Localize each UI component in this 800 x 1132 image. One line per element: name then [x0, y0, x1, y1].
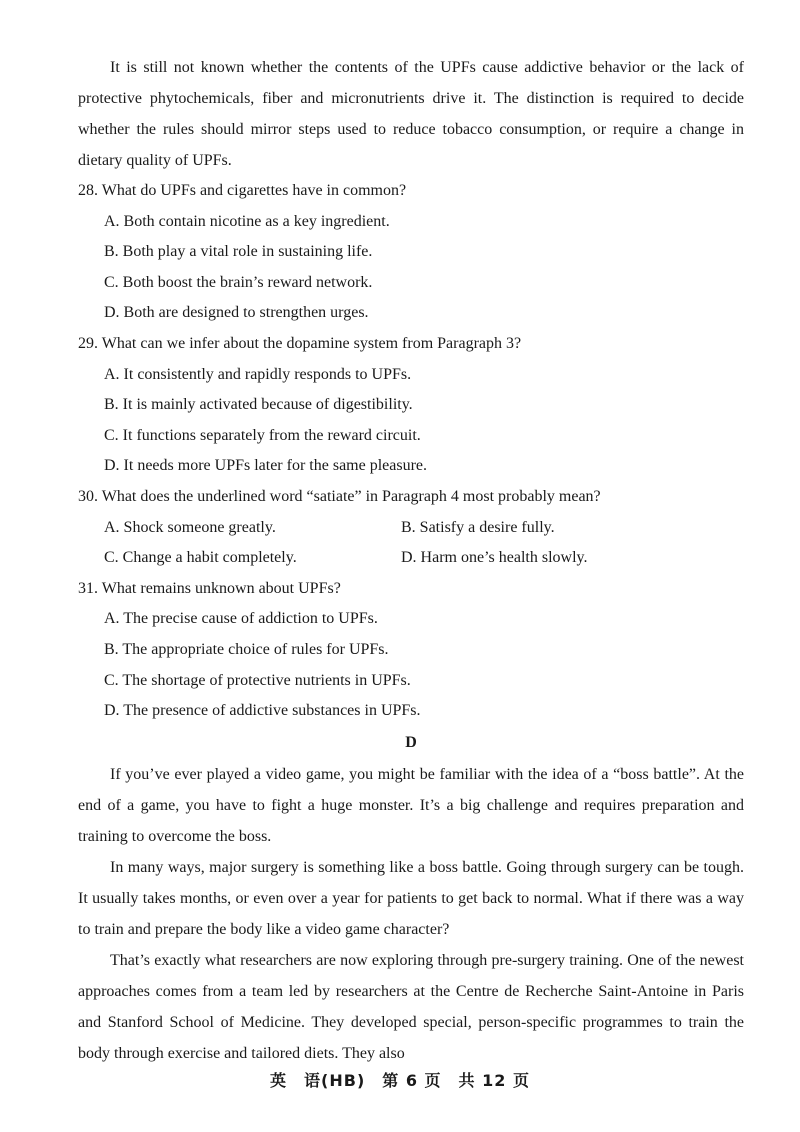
option-c: C. It functions separately from the reward circuit.: [104, 426, 421, 444]
option-d: D. The presence of addictive substances in UPFs.: [104, 702, 421, 720]
question-stem: 28. What do UPFs and cigarettes have in common?: [78, 182, 407, 199]
intro-paragraph: It is still not known whether the contents of the UPFs cause addictive behavior or the lack of protective phytochemicals, fiber and micronutrients drive it. The distinction is required to decide whether the rules should mirror steps used to reduce tobacco consumption, or require a change in dietary quality of UPFs.: [78, 59, 744, 169]
option-b: B. The appropriate choice of rules for UPFs.: [104, 640, 389, 658]
option-d: D. Both are designed to strengthen urges.: [104, 304, 369, 322]
question-stem: 31. What remains unknown about UPFs?: [78, 579, 341, 597]
page-content: [78, 52, 744, 1069]
question-28: [78, 176, 744, 329]
option-a: A. Shock someone greatly.: [104, 518, 276, 536]
option-d: D. It needs more UPFs later for the same pleasure.: [104, 457, 428, 475]
option-c: C. Change a habit completely.: [104, 549, 297, 567]
option-row: [78, 543, 744, 574]
passage-paragraph: If you’ve ever played a video game, you might be familiar with the idea of a “boss battle”. At the end of a game, you have to fight a huge monster. It’s a big challenge and requires preparation and training to overcome the boss.: [78, 765, 744, 845]
passage-paragraph: That’s exactly what researchers are now exploring through pre-surgery training. One of the newest approaches comes from a team led by researchers at the Centre de Recherche Saint-Antoine in Paris and Stanford School of Medicine. They developed special, person-specific programmes to train the body through exercise and tailored diets. They also: [78, 951, 744, 1062]
question-29: [78, 329, 744, 482]
question-31: [78, 574, 744, 727]
option-c: C. The shortage of protective nutrients in UPFs.: [104, 671, 411, 689]
question-stem: 30. What does the underlined word “satiate” in Paragraph 4 most probably mean?: [78, 487, 601, 505]
option-a: A. It consistently and rapidly responds to UPFs.: [104, 365, 412, 383]
question-stem: 29. What can we infer about the dopamine system from Paragraph 3?: [78, 334, 522, 352]
option-row: [78, 513, 744, 544]
passage-paragraph: In many ways, major surgery is something like a boss battle. Going through surgery can be tough. It usually takes months, or even over a year for patients to get back to normal. What if there was a way to train and prepare the body like a video game character?: [78, 858, 744, 938]
option-a: A. The precise cause of addiction to UPFs.: [104, 610, 378, 628]
question-30: [78, 482, 744, 574]
option-b: B. Satisfy a desire fully.: [401, 518, 555, 536]
option-b: B. Both play a vital role in sustaining life.: [104, 243, 373, 261]
option-a: A. Both contain nicotine as a key ingredient.: [104, 212, 390, 230]
option-c: C. Both boost the brain’s reward network.: [104, 273, 373, 291]
option-d: D. Harm one’s health slowly.: [401, 549, 588, 567]
option-b: B. It is mainly activated because of digestibility.: [104, 396, 413, 414]
page-footer: 英 语(HB) 第 6 页 共 12 页: [270, 1071, 530, 1090]
section-heading: D: [405, 733, 417, 751]
